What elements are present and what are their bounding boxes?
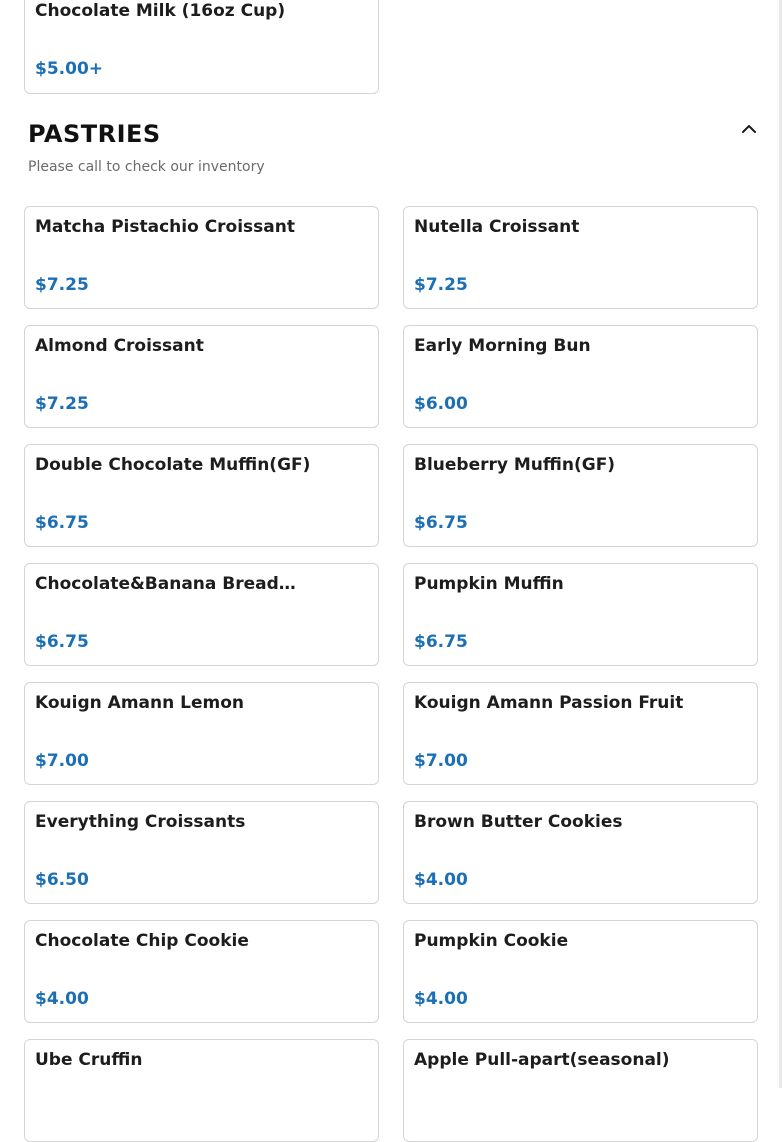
menu-item-name: Chocolate Milk (16oz Cup) bbox=[35, 1, 286, 21]
menu-item-price: $6.75 bbox=[35, 632, 89, 652]
menu-item-name: Blueberry Muffin(GF) bbox=[414, 455, 616, 475]
menu-item-price: $6.75 bbox=[414, 632, 468, 652]
chevron-up-icon bbox=[737, 117, 761, 139]
menu-item-price: $6.75 bbox=[35, 513, 89, 533]
menu-item-card[interactable] bbox=[403, 682, 758, 785]
menu-item-name: Almond Croissant bbox=[35, 336, 204, 356]
menu-item-card[interactable] bbox=[403, 325, 758, 428]
menu-item-name: Kouign Amann Lemon bbox=[35, 693, 244, 713]
menu-item-card[interactable] bbox=[24, 0, 379, 94]
menu-item-name: Pumpkin Cookie bbox=[414, 931, 569, 951]
menu-item-price: $6.50 bbox=[35, 870, 89, 890]
menu-item-price: $4.00 bbox=[414, 870, 468, 890]
menu-item-card[interactable] bbox=[24, 801, 379, 904]
menu-item-name: Chocolate Chip Cookie bbox=[35, 931, 249, 951]
menu-item-price: $7.25 bbox=[35, 394, 89, 414]
menu-item-card[interactable] bbox=[403, 206, 758, 309]
menu-item-name: Brown Butter Cookies bbox=[414, 812, 623, 832]
menu-item-card[interactable] bbox=[403, 1039, 758, 1142]
menu-item-name: Ube Cruffin bbox=[35, 1050, 143, 1070]
menu-item-price: $7.25 bbox=[414, 275, 468, 295]
menu-item-price: $7.00 bbox=[414, 751, 468, 771]
menu-item-price: $4.00 bbox=[414, 989, 468, 1009]
menu-item-name: Matcha Pistachio Croissant bbox=[35, 217, 295, 237]
menu-item-card[interactable] bbox=[403, 920, 758, 1023]
menu-item-name: Double Chocolate Muffin(GF) bbox=[35, 455, 311, 475]
menu-item-card[interactable] bbox=[403, 563, 758, 666]
menu-item-card[interactable] bbox=[24, 206, 379, 309]
menu-item-price: $6.00 bbox=[414, 394, 468, 414]
menu-item-card[interactable] bbox=[403, 444, 758, 547]
menu-item-name: Pumpkin Muffin bbox=[414, 574, 564, 594]
menu-item-price: $6.75 bbox=[414, 513, 468, 533]
menu-item-price: $7.00 bbox=[35, 751, 89, 771]
menu-item-name: Everything Croissants bbox=[35, 812, 246, 832]
menu-item-card[interactable] bbox=[403, 801, 758, 904]
menu-item-price: $7.25 bbox=[35, 275, 89, 295]
menu-item-name: Kouign Amann Passion Fruit bbox=[414, 693, 684, 713]
menu-item-name: Apple Pull-apart(seasonal) bbox=[414, 1050, 670, 1070]
collapse-section-button[interactable] bbox=[737, 117, 761, 139]
menu-item-name: Nutella Croissant bbox=[414, 217, 580, 237]
section-subtitle: Please call to check our inventory bbox=[28, 159, 265, 175]
menu-item-card[interactable] bbox=[24, 325, 379, 428]
menu-item-price: $5.00+ bbox=[35, 59, 104, 79]
menu-item-card[interactable] bbox=[24, 444, 379, 547]
menu-item-card[interactable] bbox=[24, 1039, 379, 1142]
menu-item-card[interactable] bbox=[24, 682, 379, 785]
menu-item-card[interactable] bbox=[24, 920, 379, 1023]
menu-item-name: Early Morning Bun bbox=[414, 336, 591, 356]
menu-item-name: Chocolate&Banana Bread… bbox=[35, 574, 296, 594]
menu-item-price: $4.00 bbox=[35, 989, 89, 1009]
section-title: PASTRIES bbox=[28, 120, 161, 148]
menu-item-card[interactable] bbox=[24, 563, 379, 666]
menu-item-grid bbox=[24, 206, 758, 1142]
